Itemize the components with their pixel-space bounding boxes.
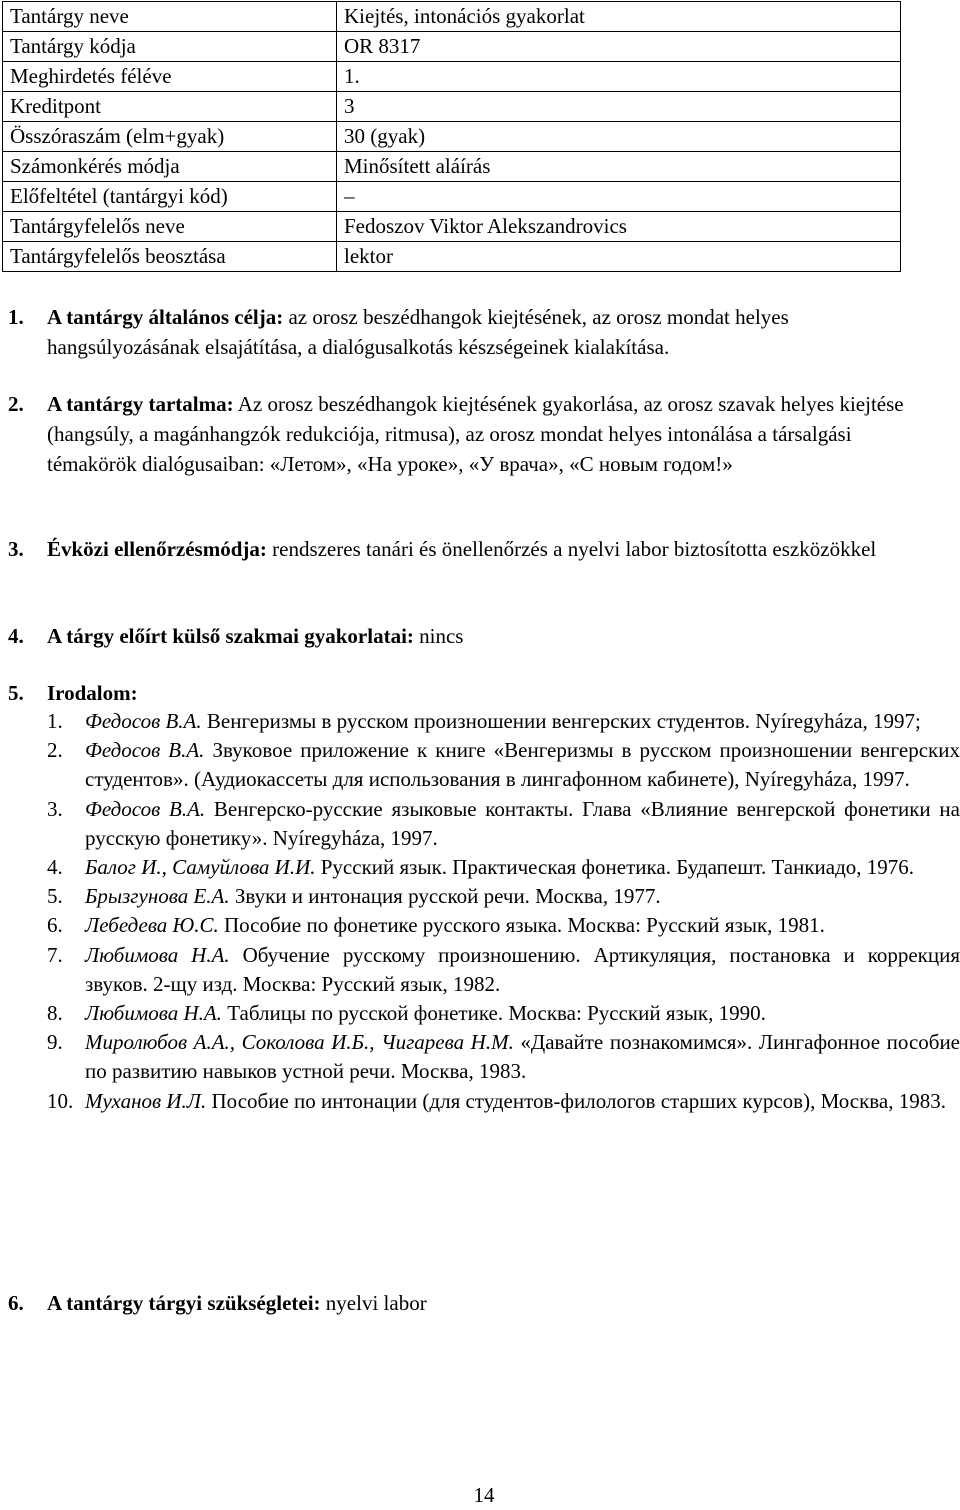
item-number: 3. xyxy=(47,796,63,821)
item-author: Брызгунова Е.А. xyxy=(85,884,230,909)
section-literature xyxy=(8,678,940,708)
section-text: nyelvi labor xyxy=(320,1291,427,1315)
row-label: Tantárgy kódja xyxy=(3,32,337,62)
section-practice xyxy=(8,621,940,651)
table-row xyxy=(3,2,901,32)
row-value: 30 (gyak) xyxy=(337,122,901,152)
list-item xyxy=(47,999,960,1028)
row-value: 3 xyxy=(337,92,901,122)
item-text: Венгеризмы в русском произношении венгерских студентов. Nyíregyháza, 1997; xyxy=(201,709,921,733)
row-label: Előfeltétel (tantárgyi kód) xyxy=(3,182,337,212)
section-title: Évközi ellenőrzésmódja: xyxy=(47,537,267,561)
list-item xyxy=(47,911,960,940)
item-number: 8. xyxy=(47,1001,63,1026)
table-row xyxy=(3,92,901,122)
section-text: Az orosz beszédhangok kiejtésének gyakorlása, az orosz szavak helyes kiejtése (hangsúly, a magánhangzók redukciója, ritmusa), az orosz mondat helyes intonálása a társalgási témakörök dialógusaiban: «Летом», «На уроке», «У врача», «С новым годом!» xyxy=(47,392,904,476)
section-title: A tantárgy tartalma: xyxy=(47,392,234,416)
list-item xyxy=(47,795,960,853)
item-author: Балог И., Самуйлова И.И. xyxy=(85,855,316,880)
table-row xyxy=(3,32,901,62)
item-number: 7. xyxy=(47,942,63,967)
item-text: Таблицы по русской фонетике. Москва: Русский язык, 1990. xyxy=(221,1001,766,1026)
section-number: 2. xyxy=(8,392,24,416)
section-title: A tárgy előírt külső szakmai gyakorlatai: xyxy=(47,624,414,648)
item-author: Федосов В.А. xyxy=(85,796,206,821)
row-label: Kreditpont xyxy=(3,92,337,122)
item-text: Пособие по интонации (для студентов-филологов старших курсов), Москва, 1983. xyxy=(206,1088,946,1113)
section-goal xyxy=(8,302,940,362)
item-text: Звуки и интонация русской речи. Москва, 1977. xyxy=(229,884,661,909)
table-row xyxy=(3,62,901,92)
row-value: Fedoszov Viktor Alekszandrovics xyxy=(337,212,901,242)
section-requirements xyxy=(8,1288,940,1318)
item-number: 1. xyxy=(47,709,63,733)
list-item xyxy=(47,736,960,794)
item-author: Любимова Н.А. xyxy=(85,1001,222,1026)
row-value: OR 8317 xyxy=(337,32,901,62)
item-text: «Давайте познакомимся». Лингафонное пособие по развитию навыков устной речи. Москва, 1983. xyxy=(85,1030,960,1084)
section-title: A tantárgy tárgyi szükségletei: xyxy=(47,1291,321,1315)
row-label: Tantárgy neve xyxy=(3,2,337,32)
row-value: lektor xyxy=(337,242,901,272)
list-item xyxy=(47,1087,960,1116)
item-number: 10. xyxy=(47,1088,74,1113)
section-content xyxy=(8,389,940,479)
item-text: Звуковое приложение к книге «Венгеризмы в русском произношении венгерских студентов». (Аудиокассеты для использования в лингафонном кабинете), Nyíregyháza, 1997. xyxy=(85,738,960,792)
section-text: nincs xyxy=(413,624,464,648)
item-text: Пособие по фонетике русского языка. Москва: Русский язык, 1981. xyxy=(218,913,825,938)
row-value: Kiejtés, intonációs gyakorlat xyxy=(337,2,901,32)
section-number: 4. xyxy=(8,624,24,648)
section-text: rendszeres tanári és önellenőrzés a nyelvi labor biztosította eszközökkel xyxy=(266,537,877,561)
list-item xyxy=(47,707,960,736)
row-value: – xyxy=(337,182,901,212)
row-value: Minősített aláírás xyxy=(337,152,901,182)
table-row xyxy=(3,242,901,272)
item-author: Муханов И.Л. xyxy=(85,1088,207,1113)
table-row xyxy=(3,152,901,182)
item-number: 9. xyxy=(47,1030,63,1055)
list-item xyxy=(47,853,960,882)
section-assessment xyxy=(8,534,940,564)
item-number: 6. xyxy=(47,913,63,938)
item-number: 5. xyxy=(47,884,63,909)
section-number: 1. xyxy=(8,305,24,329)
row-label: Meghirdetés féléve xyxy=(3,62,337,92)
section-number: 3. xyxy=(8,537,24,561)
literature-list xyxy=(47,707,960,1116)
list-item xyxy=(47,882,960,911)
item-author: Миролюбов А.А., Соколова И.Б., Чигарева Н.М. xyxy=(85,1030,514,1055)
row-label: Tantárgyfelelős beosztása xyxy=(3,242,337,272)
item-number: 2. xyxy=(47,738,63,763)
row-label: Tantárgyfelelős neve xyxy=(3,212,337,242)
section-text: az orosz beszédhangok kiejtésének, az orosz mondat helyes hangsúlyozásának elsajátítása, a dialógusalkotás készségeinek kialakítása. xyxy=(47,305,789,359)
row-label: Számonkérés módja xyxy=(3,152,337,182)
item-author: Любимова Н.А. xyxy=(85,942,230,967)
table-row xyxy=(3,212,901,242)
section-number: 5. xyxy=(8,681,24,705)
table-row xyxy=(3,122,901,152)
item-text: Русский язык. Практическая фонетика. Будапешт. Танкиадо, 1976. xyxy=(315,855,915,880)
course-info-table xyxy=(2,1,901,272)
table-row xyxy=(3,182,901,212)
item-number: 4. xyxy=(47,855,63,880)
item-text: Обучение русскому произношению. Артикуляция, постановка и коррекция звуков. 2-щу изд. Москва: Русский язык, 1982. xyxy=(85,942,960,996)
list-item xyxy=(47,941,960,999)
section-number: 6. xyxy=(8,1291,24,1315)
item-author: Федосов В.А. xyxy=(85,738,205,763)
item-author: Федосов В.А. xyxy=(85,709,202,733)
list-item xyxy=(47,1028,960,1086)
section-title: Irodalom: xyxy=(47,681,138,705)
item-text: Венгерско-русские языковые контакты. Глава «Влияние венгерской фонетики на русскую фонетику». Nyíregyháza, 1997. xyxy=(85,796,960,850)
row-value: 1. xyxy=(337,62,901,92)
section-title: A tantárgy általános célja: xyxy=(47,305,284,329)
page-number: 14 xyxy=(473,1483,495,1507)
row-label: Összóraszám (elm+gyak) xyxy=(3,122,337,152)
item-author: Лебедева Ю.С. xyxy=(85,913,219,938)
